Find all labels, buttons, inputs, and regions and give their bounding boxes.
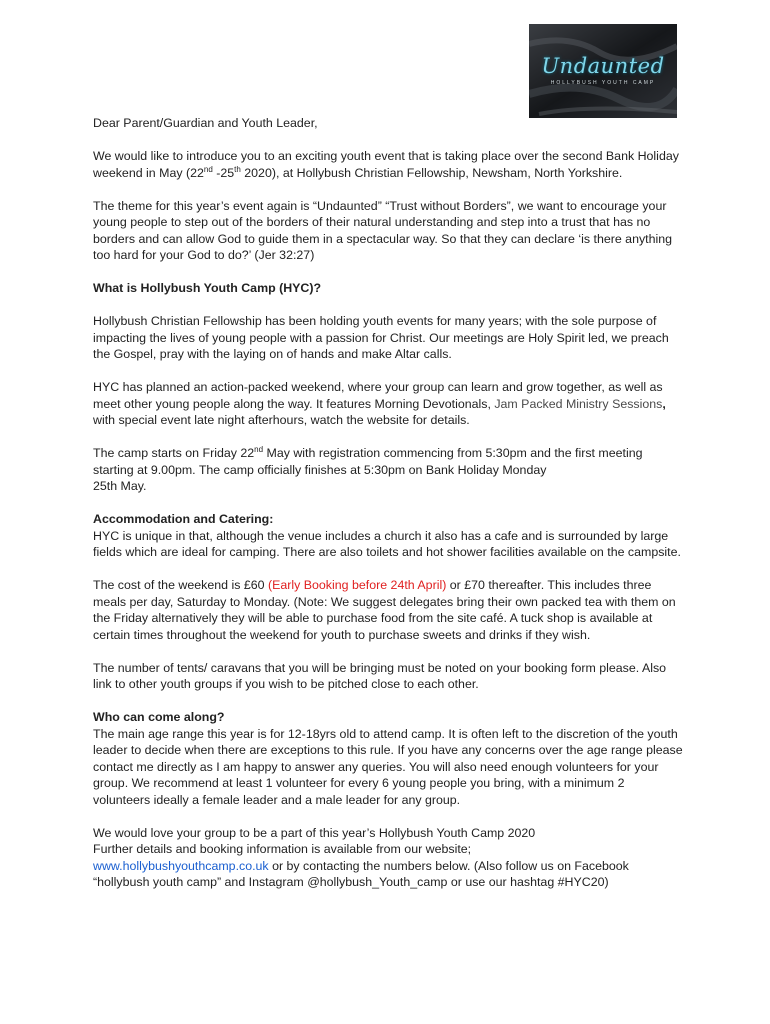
accommodation-heading: Accommodation and Catering: <box>93 512 274 526</box>
cost-text: The cost of the weekend is £60 <box>93 578 268 592</box>
starts-text-end: May with registration commencing from 5:30pm and the first meeting starting at 9.00pm. The camp officially finishes at 5:30pm on Bank Holiday Monday <box>93 446 643 477</box>
theme-paragraph: The theme for this year’s event again is “Undaunted” “Trust without Borders”, we want to encourage your young people to step out of the borders of their natural understanding and step into a trust that has no borders and can allow God to guide them in a spectacular way. So that they can declare ‘is there anything too hard for your God to do?’ (Jer 32:27) <box>93 198 673 262</box>
planned-comma: , <box>662 396 666 411</box>
starts-paragraph <box>93 445 683 478</box>
ministry-sessions-text: Jam Packed Ministry Sessions <box>494 396 663 411</box>
planned-text-end: with special event late night afterhours, watch the website for details. <box>93 413 470 427</box>
cost-text-end: or £70 thereafter. This includes three meals per day, Saturday to Monday. (Note: We suggest delegates bring their own packed tea with them on the Friday alternatively they will be able to purchase food from the site café. A tuck shop is available at certain times throughout the weekend for youth to purchase sweets and drinks if they wish. <box>93 578 676 642</box>
who-paragraph: The main age range this year is for 12-18yrs old to attend camp. It is often left to the discretion of the youth leader to decide when there are exceptions to this rule. If you have any concerns over the age range please contact me directly as I am happy to answer any queries. You will also need enough volunteers for your group. We recommend at least 1 volunteer for every 6 young people you bring, with a minimum 2 volunteers ideally a female leader and a male leader for any group. <box>93 726 683 807</box>
starts-line-2: 25th May. <box>93 479 147 493</box>
salutation: Dear Parent/Guardian and Youth Leader, <box>93 116 318 130</box>
cost-paragraph <box>93 577 683 643</box>
accommodation-paragraph: HYC is unique in that, although the venue includes a church it also has a cafe and is surrounded by large fields which are ideal for camping. There are also toilets and hot shower facilities available on the campsite. <box>93 528 681 559</box>
intro-sup-1: nd <box>203 164 213 174</box>
closing-text: or by contacting the numbers below. (Also follow us on Facebook “hollybush youth camp” and Instagram @hollybush_Youth_camp or use our hashtag #HYC20) <box>93 858 629 889</box>
intro-sup-2: th <box>234 164 241 174</box>
closing-paragraph <box>93 858 683 891</box>
logo-title: Undaunted <box>541 54 665 78</box>
closing-line-1: We would love your group to be a part of this year’s Hollybush Youth Camp 2020 <box>93 825 536 840</box>
tents-paragraph: The number of tents/ caravans that you will be bringing must be noted on your booking form please. Also link to other youth groups if you wish to be pitched close to each other. <box>93 660 667 691</box>
intro-text: We would like to introduce you to an exciting youth event that is taking place over the second Bank Holiday weekend in May (22 <box>93 149 679 180</box>
early-booking-note: (Early Booking before 24th April) <box>267 578 447 592</box>
what-heading: What is Hollybush Youth Camp (HYC)? <box>93 281 322 295</box>
logo-subtitle: HOLLYBUSH YOUTH CAMP <box>550 80 656 86</box>
planned-text: HYC has planned an action-packed weekend, where your group can learn and grow together, as well as meet other young people along the way. It features Morning Devotionals, <box>93 380 663 411</box>
planned-paragraph <box>93 379 683 429</box>
website-link[interactable]: www.hollybushyouthcamp.co.uk <box>93 858 269 873</box>
intro-text-mid: -25 <box>212 165 235 180</box>
who-heading: Who can come along? <box>93 710 225 724</box>
closing-line-2: Further details and booking information is available from our website; <box>93 842 472 856</box>
letter-body <box>93 115 683 891</box>
starts-sup: nd <box>254 444 264 454</box>
starts-text: The camp starts on Friday 22 <box>93 446 255 460</box>
intro-text-end: 2020), at Hollybush Christian Fellowship, Newsham, North Yorkshire. <box>240 165 623 180</box>
undaunted-logo <box>529 24 677 118</box>
what-paragraph: Hollybush Christian Fellowship has been holding youth events for many years; with the sole purpose of impacting the lives of young people with a passion for Christ. Our meetings are Holy Spirit led, we preach the Gospel, pray with the laying on of hands and make Altar calls. <box>93 314 669 361</box>
intro-paragraph <box>93 148 683 181</box>
